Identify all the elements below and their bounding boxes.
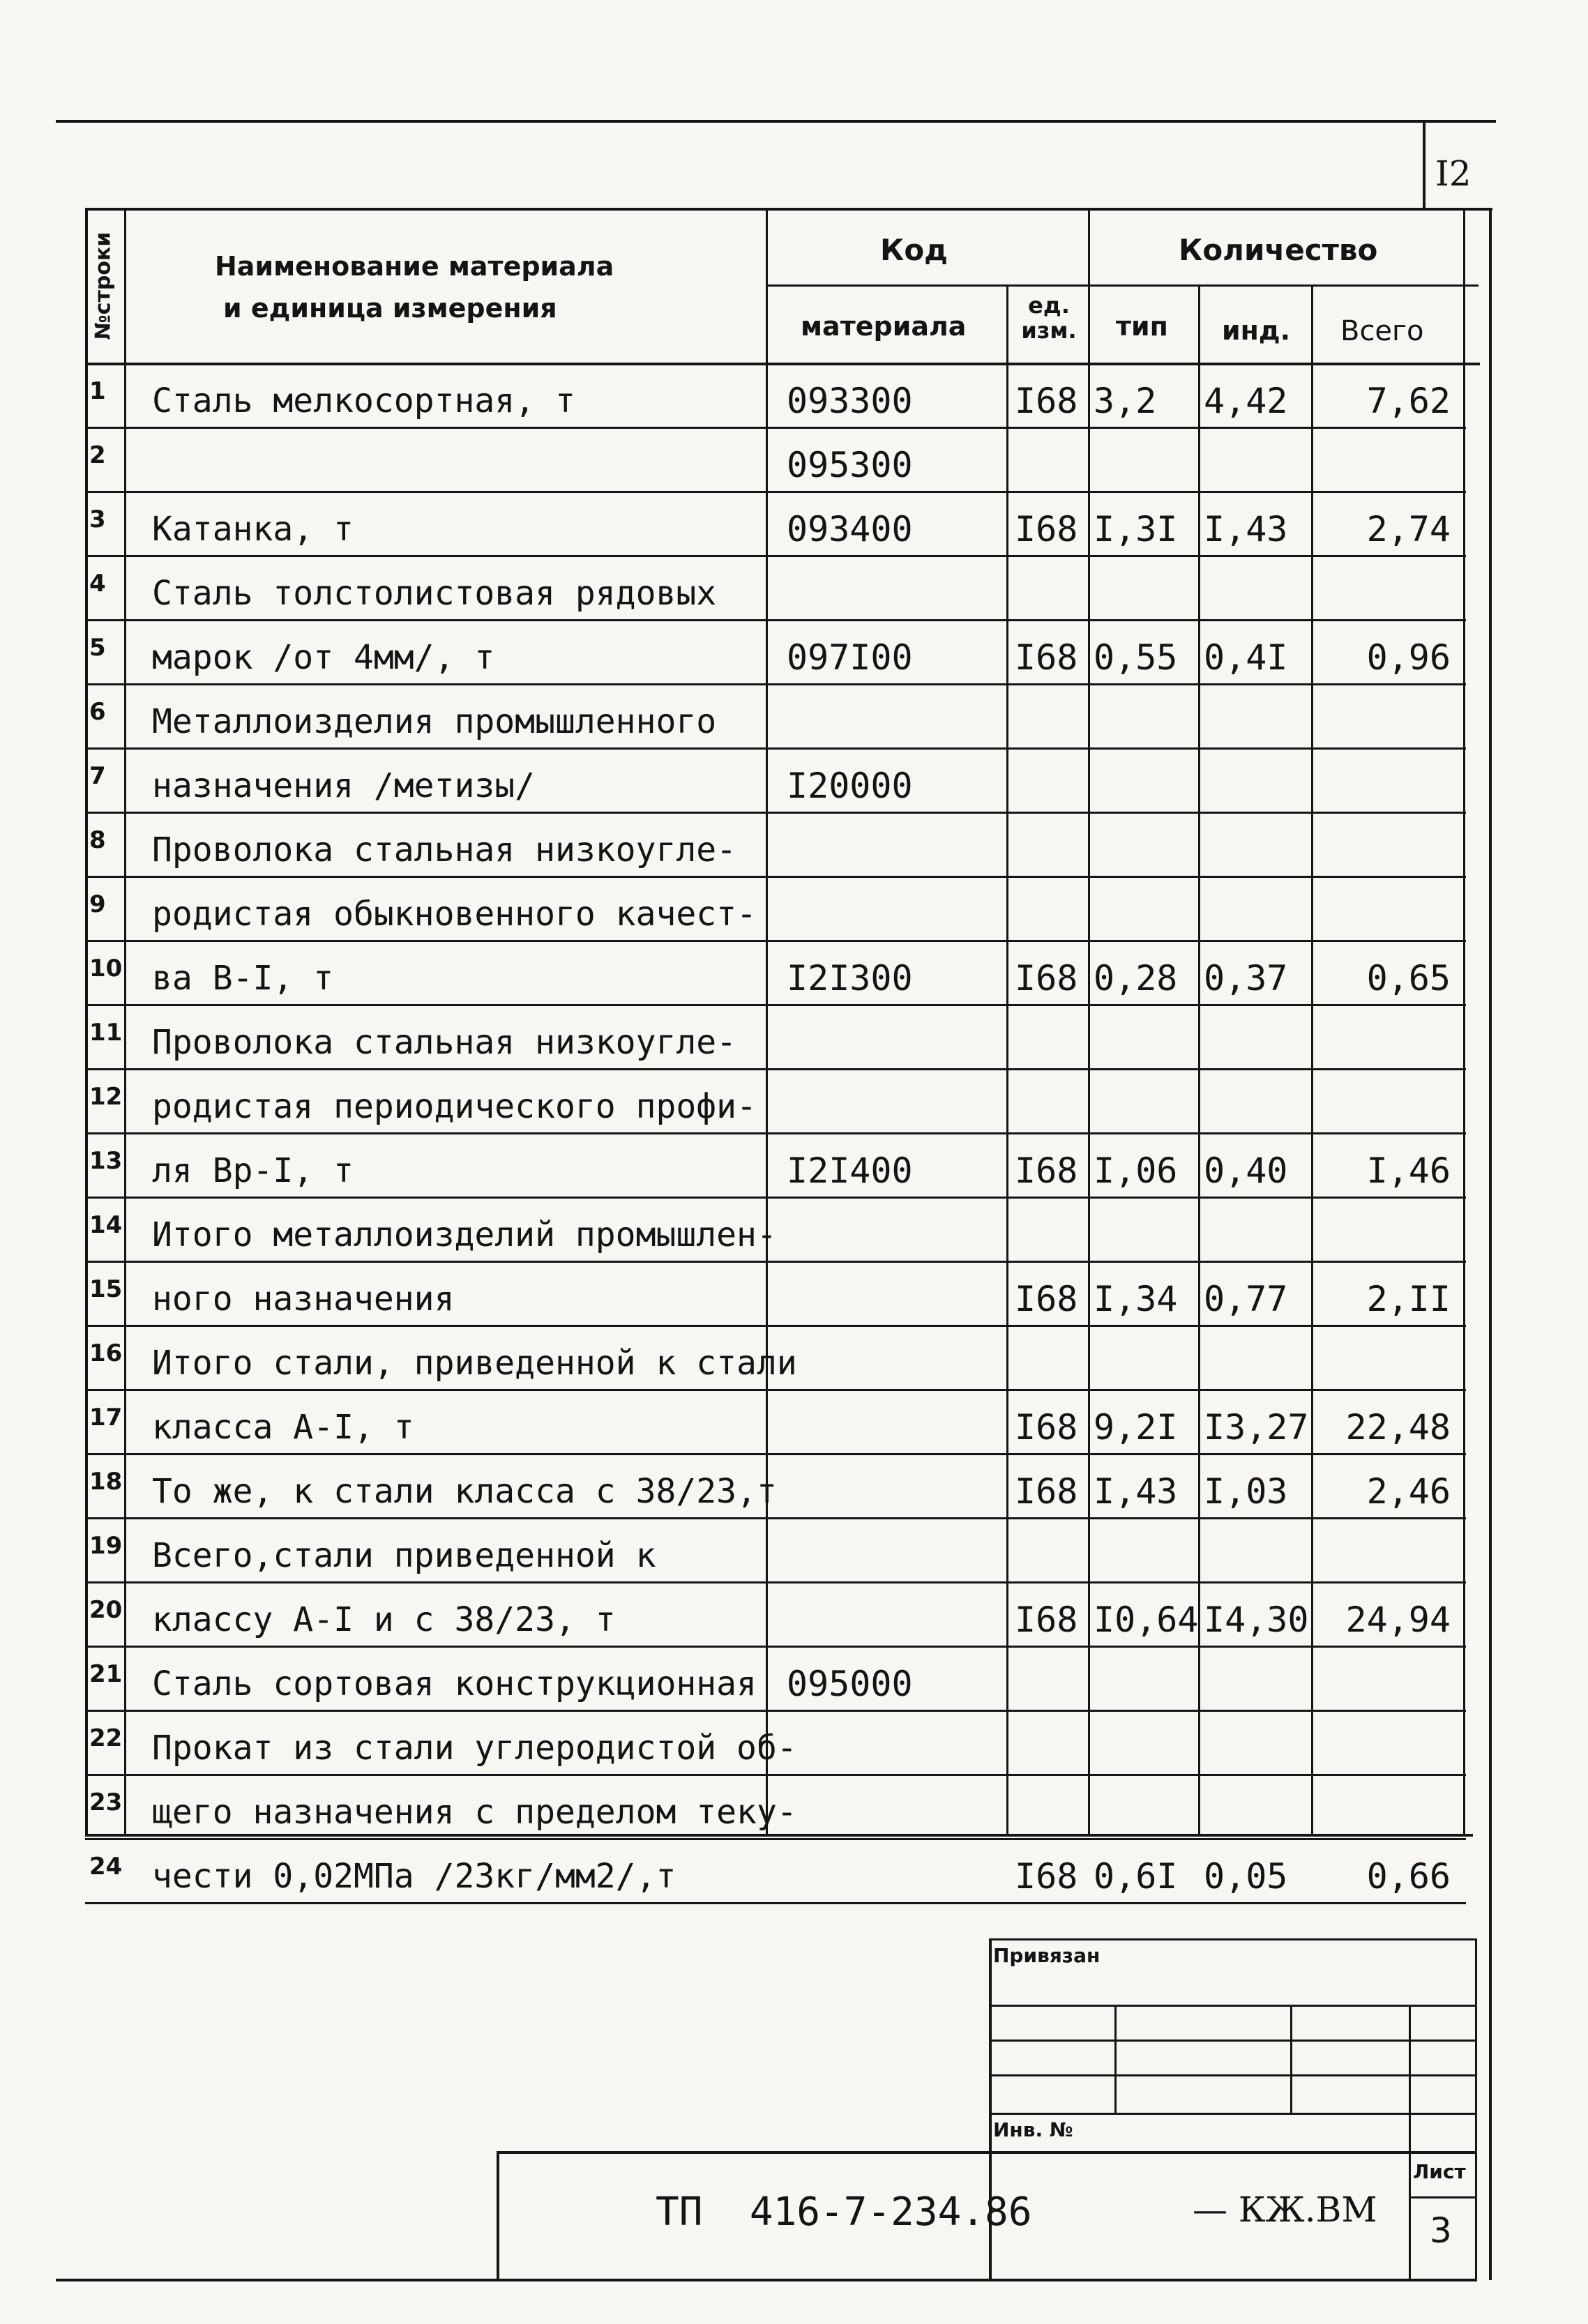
stamp-privyazan-label: Привязан [993, 1944, 1101, 1967]
row-total: 2,46 [1366, 1471, 1451, 1512]
row-unit: I68 [1015, 1407, 1078, 1448]
row-number: 23 [89, 1788, 123, 1816]
row-name: Прокат из стали углеродистой об- [152, 1729, 797, 1768]
row-code: 097I00 [787, 637, 913, 678]
row-number: 21 [89, 1660, 123, 1688]
row-ind: 0,37 [1204, 958, 1288, 998]
row-number: 11 [89, 1019, 123, 1047]
row-tip: 3,2 [1094, 381, 1157, 421]
code-unit-header: ед. изм. [1021, 292, 1077, 344]
row-code: 093300 [787, 381, 913, 421]
row-total: 2,74 [1366, 509, 1451, 549]
row-number: 14 [89, 1211, 123, 1239]
row-tip: 0,55 [1094, 637, 1178, 678]
row-number: 2 [89, 441, 106, 469]
row-number: 24 [89, 1853, 123, 1881]
row-tip: I,43 [1094, 1471, 1178, 1512]
row-name: марок /от 4мм/, т [152, 638, 495, 677]
document-suffix: — КЖ.ВМ [1193, 2189, 1377, 2230]
sheet-number: 3 [1430, 2210, 1452, 2251]
row-total: 24,94 [1345, 1600, 1451, 1640]
row-total: 0,65 [1366, 958, 1451, 998]
row-tip: 0,6I [1094, 1856, 1178, 1897]
name-header-line2: и единица измерения [223, 293, 557, 324]
row-total: 0,96 [1366, 637, 1451, 678]
row-code: I20000 [787, 766, 913, 806]
document-designation: ТП 416-7-234.86 [656, 2189, 1032, 2235]
row-code: 095000 [787, 1664, 913, 1704]
row-name: Сталь сортовая конструкционная [152, 1664, 757, 1703]
row-ind: 0,40 [1204, 1150, 1288, 1191]
row-name: ного назначения [152, 1279, 455, 1319]
row-tip: I,34 [1094, 1279, 1178, 1319]
name-header-line1: Наименование материала [215, 251, 614, 282]
row-name: назначения /метизы/ [152, 766, 536, 805]
row-name: Всего,стали приведенной к [152, 1536, 656, 1575]
qty-ind-header: инд. [1222, 315, 1291, 346]
row-name: класса А-I, т [152, 1408, 414, 1447]
row-number: 8 [89, 826, 106, 854]
row-name: Итого стали, приведенной к стали [152, 1344, 797, 1383]
row-unit: I68 [1015, 509, 1078, 549]
row-number: 15 [89, 1275, 123, 1303]
code-material-header: материала [801, 311, 967, 342]
row-number: 19 [89, 1532, 123, 1560]
code-group-header: Код [880, 233, 948, 267]
row-code: 093400 [787, 509, 913, 549]
row-name: родистая периодического профи- [152, 1087, 757, 1126]
row-number-header: №строки [91, 231, 116, 340]
row-name: Проволока стальная низкоугле- [152, 830, 737, 869]
row-name: классу А-I и с 38/23, т [152, 1600, 616, 1639]
row-name: ля Вр-I, т [152, 1151, 354, 1190]
row-total: I,46 [1366, 1150, 1451, 1191]
row-tip: I,06 [1094, 1150, 1178, 1191]
row-number: 1 [89, 377, 106, 405]
row-unit: I68 [1015, 1150, 1078, 1191]
row-number: 13 [89, 1147, 123, 1175]
row-number: 4 [89, 570, 106, 598]
row-unit: I68 [1015, 1279, 1078, 1319]
row-total: 7,62 [1366, 381, 1451, 421]
row-number: 5 [89, 634, 106, 662]
row-unit: I68 [1015, 958, 1078, 998]
qty-total-header: Всего [1340, 315, 1424, 347]
row-name: щего назначения с пределом теку- [152, 1793, 797, 1832]
row-ind: 4,42 [1204, 381, 1288, 421]
row-total: 0,66 [1366, 1856, 1451, 1897]
page-number: I2 [1435, 153, 1472, 194]
row-name: Сталь толстолистовая рядовых [152, 574, 717, 613]
row-tip: 0,28 [1094, 958, 1178, 998]
row-tip: I,3I [1094, 509, 1178, 549]
row-ind: I3,27 [1204, 1407, 1309, 1448]
row-name: Металлоизделия промышленного [152, 702, 717, 741]
stamp-inv-label: Инв. № [993, 2118, 1073, 2141]
row-number: 12 [89, 1083, 123, 1111]
row-name: Катанка, т [152, 510, 354, 549]
row-number: 6 [89, 698, 106, 726]
row-ind: 0,05 [1204, 1856, 1288, 1897]
row-name: родистая обыкновенного качест- [152, 895, 757, 934]
row-name: чести 0,02МПа /23кг/мм2/,т [152, 1857, 676, 1896]
row-number: 22 [89, 1724, 123, 1752]
row-number: 10 [89, 955, 123, 982]
sheet-label: Лист [1413, 2160, 1466, 2183]
row-ind: I,03 [1204, 1471, 1288, 1512]
row-name: Сталь мелкосортная, т [152, 381, 575, 420]
row-unit: I68 [1015, 1856, 1078, 1897]
row-number: 9 [89, 890, 106, 918]
row-number: 7 [89, 762, 106, 790]
row-unit: I68 [1015, 1471, 1078, 1512]
row-total: 22,48 [1345, 1407, 1451, 1448]
quantity-group-header: Количество [1179, 233, 1378, 267]
row-number: 18 [89, 1468, 123, 1496]
row-code: I2I400 [787, 1150, 913, 1191]
row-ind: I,43 [1204, 509, 1288, 549]
row-tip: I0,64 [1094, 1600, 1199, 1640]
row-number: 20 [89, 1596, 123, 1624]
row-name: ва В-I, т [152, 959, 334, 998]
row-unit: I68 [1015, 637, 1078, 678]
row-name: Проволока стальная низкоугле- [152, 1023, 737, 1062]
row-ind: 0,4I [1204, 637, 1288, 678]
row-total: 2,II [1366, 1279, 1451, 1319]
row-name: Итого металлоизделий промышлен- [152, 1215, 777, 1254]
row-name: То же, к стали класса с 38/23,т [152, 1472, 777, 1511]
row-code: I2I300 [787, 958, 913, 998]
row-tip: 9,2I [1094, 1407, 1178, 1448]
row-number: 17 [89, 1404, 123, 1431]
qty-tip-header: тип [1116, 311, 1168, 342]
row-ind: 0,77 [1204, 1279, 1288, 1319]
row-code: 095300 [787, 445, 913, 485]
row-unit: I68 [1015, 1600, 1078, 1640]
row-unit: I68 [1015, 381, 1078, 421]
row-number: 3 [89, 506, 106, 533]
row-number: 16 [89, 1339, 123, 1367]
row-ind: I4,30 [1204, 1600, 1309, 1640]
